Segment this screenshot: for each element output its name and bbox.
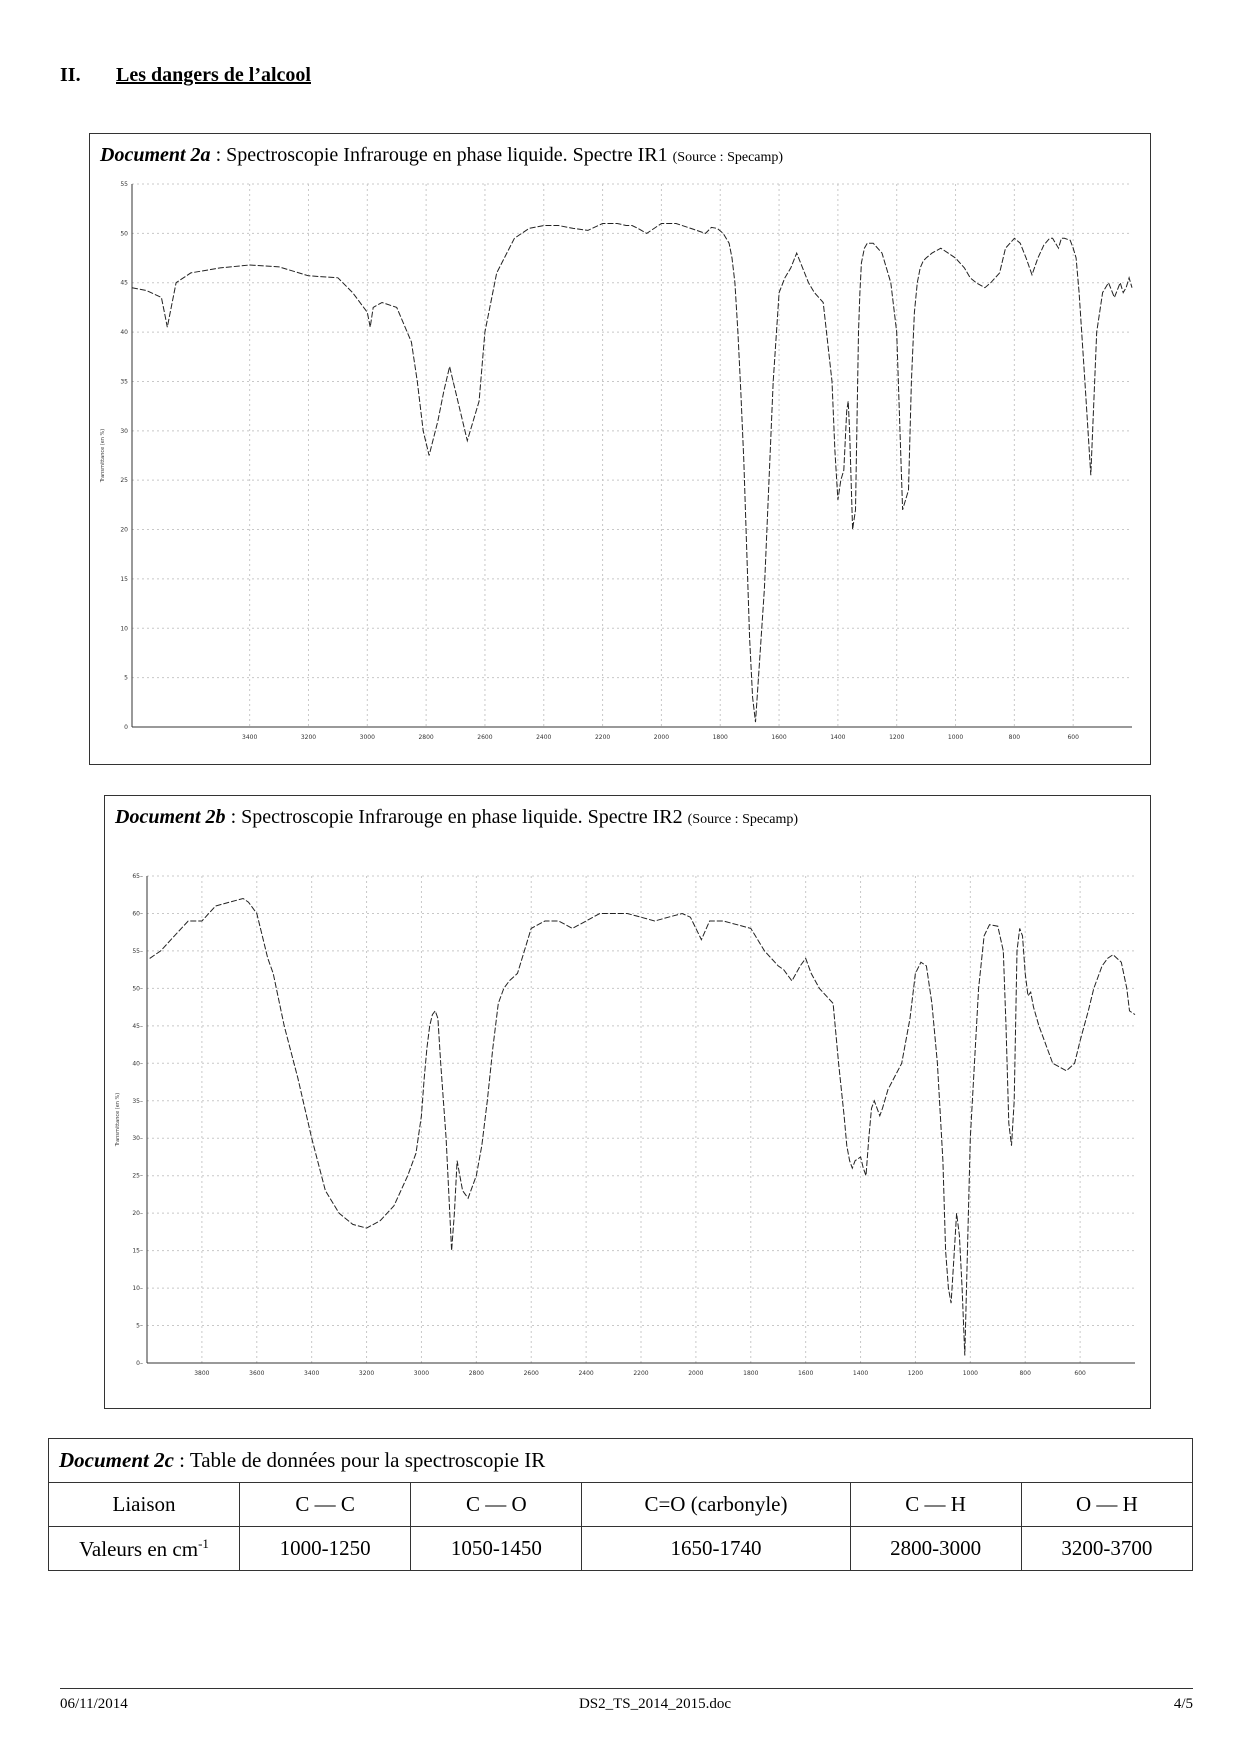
- document-2a-label: Document 2a: [100, 144, 211, 166]
- y-tick-label: 55: [120, 181, 128, 188]
- section-number: II.: [60, 64, 81, 86]
- x-tick-label: 3600: [249, 1370, 265, 1377]
- x-tick-label: 1400: [852, 1370, 869, 1377]
- document-2a-caption-text: : Spectroscopie Infrarouge en phase liquide. Spectre IR1: [210, 144, 673, 166]
- y-tick-label: 25–: [132, 1172, 143, 1180]
- section-title: Les dangers de l’alcool: [116, 64, 311, 86]
- y-tick-label: 65–: [132, 873, 143, 880]
- x-tick-label: 1600: [798, 1370, 814, 1377]
- values-header-cell: [49, 1527, 240, 1571]
- footer-rule: [60, 1688, 1193, 1689]
- range-cell: 2800-3000: [850, 1527, 1021, 1571]
- y-tick-label: 15–: [132, 1247, 143, 1255]
- footer-filename: DS2_TS_2014_2015.doc: [578, 1696, 732, 1712]
- y-tick-label: 30: [120, 427, 128, 435]
- document-2b-caption-text: : Spectroscopie Infrarouge en phase liquide. Spectre IR2: [225, 806, 688, 828]
- range-cell: 1000-1250: [240, 1527, 411, 1571]
- range-cell: 1650-1740: [582, 1527, 850, 1571]
- x-tick-label: 2400: [536, 734, 552, 741]
- table-caption-row: [49, 1439, 1193, 1483]
- bond-cell: C=O (carbonyle): [582, 1483, 850, 1527]
- x-tick-label: 2200: [633, 1370, 649, 1377]
- section-heading: [60, 64, 311, 87]
- x-tick-label: 800: [1019, 1370, 1031, 1377]
- document-2b-box: [104, 795, 1151, 1409]
- y-tick-label: 5: [124, 674, 128, 682]
- x-tick-label: 1200: [889, 734, 905, 741]
- x-tick-label: 600: [1074, 1370, 1086, 1377]
- x-tick-label: 3400: [242, 734, 258, 741]
- document-2a-caption: [100, 144, 783, 167]
- range-cell: 1050-1450: [411, 1527, 582, 1571]
- y-tick-label: 20: [120, 526, 128, 534]
- document-2c-caption-text: : Table de données pour la spectroscopie IR: [173, 1448, 546, 1472]
- x-tick-label: 1600: [771, 734, 787, 741]
- y-tick-label: 0–: [136, 1360, 143, 1367]
- x-tick-label: 3000: [413, 1370, 430, 1377]
- x-tick-label: 800: [1008, 734, 1021, 741]
- values-header-exponent: -1: [198, 1535, 209, 1551]
- y-tick-label: 15: [120, 575, 128, 583]
- x-tick-label: 600: [1067, 734, 1079, 741]
- table-caption-cell: [49, 1439, 1193, 1483]
- document-2a-box: [89, 133, 1151, 765]
- x-tick-label: 1800: [743, 1370, 759, 1377]
- ir1-spectrum-chart: [90, 174, 1150, 764]
- bond-cell: C — H: [850, 1483, 1021, 1527]
- y-tick-label: 35: [120, 378, 128, 386]
- x-tick-label: 1000: [947, 734, 964, 741]
- x-tick-label: 2600: [477, 734, 493, 741]
- y-tick-label: 10: [120, 625, 128, 633]
- y-tick-label: 30–: [132, 1135, 143, 1143]
- values-header-text: Valeurs en cm: [79, 1536, 199, 1561]
- x-tick-label: 3000: [359, 734, 375, 741]
- y-tick-label: 40–: [132, 1060, 143, 1068]
- table-row-bonds: [49, 1483, 1193, 1527]
- y-tick-label: 45–: [132, 1022, 143, 1030]
- ir2-spectrum-chart: [105, 836, 1150, 1408]
- document-2b-source: (Source : Specamp): [687, 812, 799, 827]
- document-2a-source: (Source : Specamp): [672, 150, 784, 165]
- x-tick-label: 1400: [830, 734, 846, 741]
- y-tick-label: 25: [120, 477, 128, 485]
- table-row-ranges: [49, 1527, 1193, 1571]
- y-tick-label: 55–: [132, 947, 143, 955]
- x-tick-label: 2200: [594, 734, 611, 741]
- x-tick-label: 2400: [578, 1370, 594, 1377]
- footer-page-number: 4/5: [1173, 1696, 1193, 1712]
- x-tick-label: 3200: [358, 1370, 375, 1377]
- range-cell: 3200-3700: [1021, 1527, 1192, 1571]
- y-tick-label: 60–: [132, 910, 143, 918]
- y-tick-label: 50: [120, 230, 128, 238]
- x-tick-label: 2800: [468, 1370, 484, 1377]
- y-tick-label: 10–: [132, 1285, 143, 1293]
- spectrum-series-line: [150, 899, 1135, 1356]
- x-tick-label: 1200: [907, 1370, 924, 1377]
- x-tick-label: 3800: [194, 1370, 210, 1377]
- x-tick-label: 1800: [712, 734, 728, 741]
- x-tick-label: 3200: [300, 734, 317, 741]
- x-tick-label: 3400: [304, 1370, 320, 1377]
- y-tick-label: 0: [124, 724, 128, 731]
- y-axis-label: Transmittance (en %): [100, 428, 106, 483]
- ir-data-table: [48, 1438, 1193, 1571]
- bond-cell: O — H: [1021, 1483, 1192, 1527]
- y-tick-label: 5–: [136, 1322, 143, 1330]
- document-2c-label: Document 2c: [59, 1448, 174, 1472]
- y-tick-label: 40: [120, 329, 128, 337]
- x-tick-label: 2600: [523, 1370, 539, 1377]
- x-tick-label: 1000: [962, 1370, 978, 1377]
- document-2b-caption: [115, 806, 798, 829]
- document-2b-label: Document 2b: [115, 806, 226, 828]
- bond-cell: C — O: [411, 1483, 582, 1527]
- y-tick-label: 45: [120, 279, 128, 287]
- y-tick-label: 35–: [132, 1097, 143, 1105]
- y-tick-label: 50–: [132, 985, 143, 993]
- y-tick-label: 20–: [132, 1210, 143, 1218]
- footer-date: 06/11/2014: [60, 1696, 128, 1712]
- x-tick-label: 2000: [653, 734, 670, 741]
- bond-cell: C — C: [240, 1483, 411, 1527]
- x-tick-label: 2000: [688, 1370, 704, 1377]
- spectrum-series-line: [132, 224, 1132, 723]
- y-axis-label: Transmittance (en %): [115, 1092, 121, 1147]
- x-tick-label: 2800: [418, 734, 434, 741]
- bond-header-cell: Liaison: [49, 1483, 240, 1527]
